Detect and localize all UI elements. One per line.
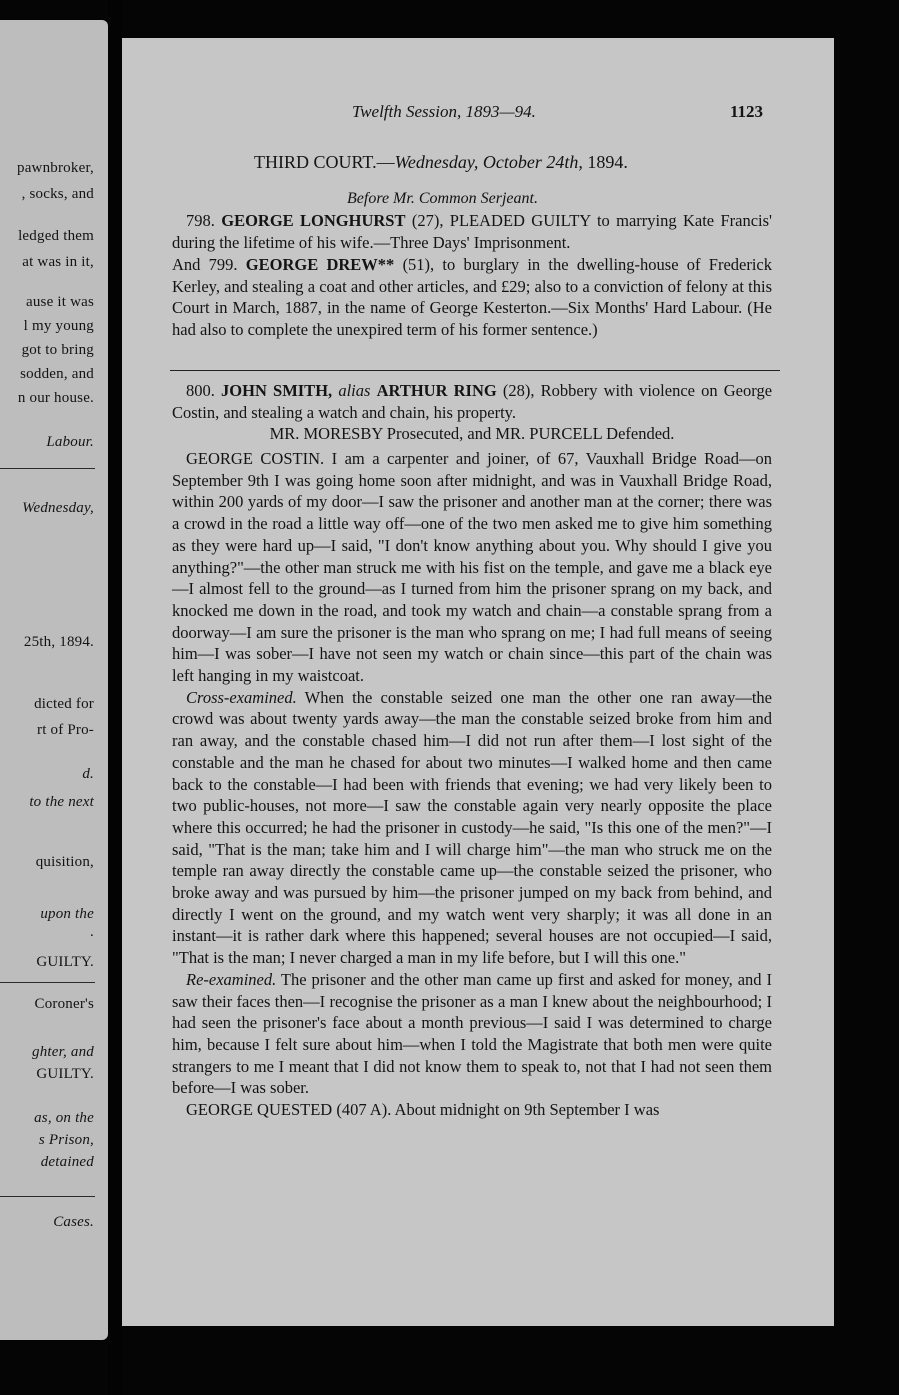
case-text: (51), to burglary in the dwelling-house of Frederick Kerley, and stealing a coat and other articles, and £29; also to a conviction of felony at this Court in March, 1887, in the name of George Kesterton.—Six Months' Hard Labour. (He had also to complete the unexpired term of his former sentence.) [172,255,772,340]
left-rule [0,468,95,469]
left-line: upon the [40,906,94,922]
left-line: sodden, and [20,366,94,382]
witness-name: GEORGE QUESTED [186,1100,333,1120]
testimony-text: The prisoner and the other man came up first and asked for money, and I saw their faces then—I recognise the prisoner as a man I knew about the neighbourhood; I had seen the prisoner's face about a month previous—I said I was determined to charge him, because I felt sure about him—when I told the Magistrate that both men were quite strangers to me I meant that I did not know them to speak to, not that I had not seen them before—I was sober. [172,969,772,1098]
left-line: Cases. [53,1214,94,1230]
case-number: And 799. [172,255,238,274]
left-line: l my young [23,318,94,334]
case-800 [172,380,772,445]
before-judge: Before Mr. Common Serjeant. [347,190,538,207]
section-rule [170,370,780,371]
left-line: detained [40,1154,94,1170]
left-line: GUILTY. [36,954,94,970]
left-rule [0,982,95,983]
left-line: ghter, and [32,1044,94,1060]
case-text: (27), PLEADED GUILTY to marrying Kate Francis' during the lifetime of his wife.—Three Days' Imprisonment. [172,211,773,252]
left-line: as, on the [34,1110,94,1126]
left-line: ledged them [18,228,94,244]
right-page [122,38,834,1326]
left-line: Labour. [46,434,94,450]
cross-examined-label: Cross-examined. [186,687,297,707]
alias-name: ARTHUR RING [376,381,497,400]
case-number: 800. [186,381,215,400]
witness-badge: (407 A). [336,1100,392,1120]
case-number: 798. [186,211,215,230]
left-line: , socks, and [21,186,94,202]
left-line: n our house. [17,390,94,406]
running-header [122,102,782,124]
left-line: Coroner's [34,996,94,1012]
testimony-text: I am a carpenter and joiner, of 67, Vauxhall Bridge Road—on September 9th I was going home soon after midnight, and was in Vauxhall Bridge Road, within 200 yards of my door—I saw the prisoner and another man at the corner; there was a crowd in the road a little way off—one of the two men asked me to give him something as they were hard up—I said, "I don't know anything about you. Why should I give you anything?"—the other man struck me with his fist on the temple, and gave me a black eye—I almost fell to the ground—as I turned from him the prisoner sprang on my back, and knocked me down in the road, and took my watch and chain—a constable sprang from a doorway—I am sure the prisoner is the man who sprang on me; I had full means of seeing him—I was sober—I have not seen my watch or chain since—this part of the chain was left hanging in my waistcoat. [172,449,773,686]
case-text: (28), Robbery with violence on George Costin, and stealing a watch and chain, his property. [172,381,773,422]
witness-name: GEORGE COSTIN. [186,449,325,468]
left-line: Wednesday, [22,500,94,516]
running-title: Twelfth Session, 1893—94. [352,102,536,121]
page-number: 1123 [730,102,764,121]
defendant-name: GEORGE LONGHURST [221,211,406,230]
defendant-name: JOHN SMITH, [221,381,333,400]
court-heading [254,152,628,173]
alias-label: alias [338,381,371,400]
left-line: 25th, 1894. [23,634,94,650]
left-line: s Prison, [38,1132,94,1148]
left-line: . [90,924,94,940]
case-799 [172,254,772,341]
left-line: d. [82,766,94,782]
left-facing-page [0,20,108,1340]
court-name: THIRD COURT.— [254,152,395,172]
left-line: rt of Pro- [37,722,94,738]
left-line: ause it was [25,294,94,310]
court-date: Wednesday, October 24th, [394,152,583,172]
left-line: dicted for [34,696,94,712]
court-year: 1894. [587,152,628,172]
left-line: GUILTY. [36,1066,94,1082]
left-line: at was in it, [22,254,94,270]
left-line: got to bring [21,342,94,358]
defendant-name: GEORGE DREW** [245,255,395,274]
left-line: to the next [29,794,94,810]
testimony [172,448,772,1121]
re-examined-label: Re-examined. [186,969,277,989]
left-line: quisition, [35,854,94,870]
book-gutter [108,0,122,1395]
left-line: pawnbroker, [17,160,94,176]
left-rule [0,1196,95,1197]
testimony-text: About midnight on 9th September I was [394,1100,660,1120]
case-798 [172,210,772,253]
counsel-line: MR. MORESBY Prosecuted, and MR. PURCELL Defended. [269,424,675,444]
testimony-text: When the constable seized one man the other one ran away—the crowd was about twenty yards away—the man the constable seized broke from him and ran away, and the constable chased him—I did not run after them—I lost sight of the constable and the man he chased for about two minutes—I walked home and then came back to the constable—I had been with friends that evening; we had very likely been to two public-houses, not more—I saw the constable again very nearly opposite the place where this occurred; he had the prisoner in custody—he said, "Is this one of the men?"—I said, "That is the man; take him and I will charge him"—the man who struck me on the temple ran away directly the constable came up—the constable seized the prisoner, who broke away and was pursued by him—the prisoner jumped on my back from behind, and directly I went on the ground, and my watch went very sharply; it was all done in an instant—it is rather dark where this happened; several houses are not occupied—I said, "That is the man; I never charged a man in my life before, but I will this one." [172,687,773,968]
